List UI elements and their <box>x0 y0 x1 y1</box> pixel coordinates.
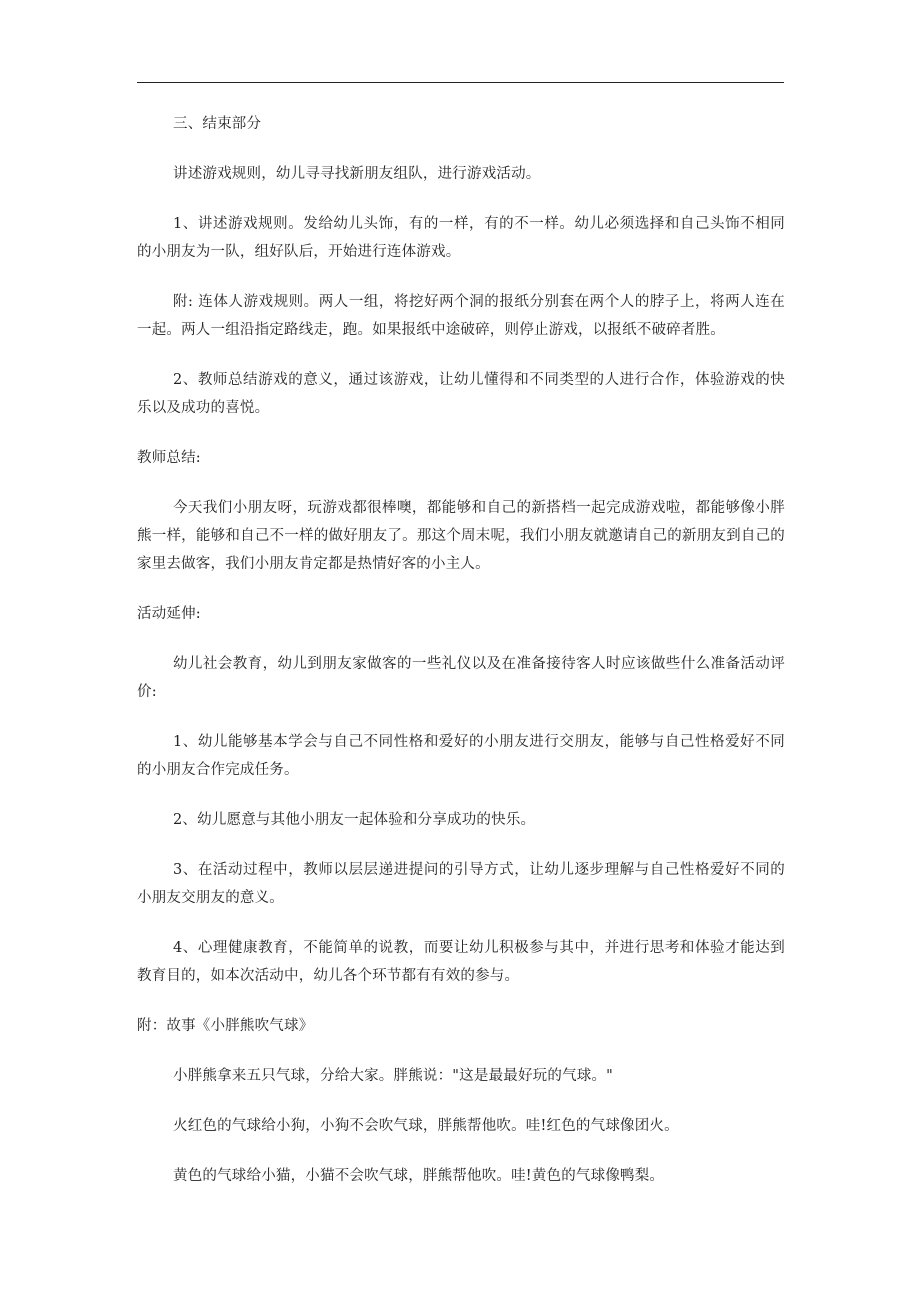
paragraph: 4、心理健康教育，不能简单的说教，而要让幼儿积极参与其中，并进行思考和体验才能达到教育目的，如本次活动中，幼儿各个环节都有有效的参与。 <box>137 940 785 984</box>
header-rule <box>137 82 784 83</box>
paragraph: 幼儿社会教育，幼儿到朋友家做客的一些礼仪以及在准备接待客人时应该做些什么准备活动评价: <box>137 656 785 700</box>
paragraph: 小胖熊拿来五只气球，分给大家。胖熊说："这是最最好玩的气球。" <box>173 1068 614 1084</box>
paragraph: 附: 连体人游戏规则。两人一组，将挖好两个洞的报纸分别套在两个人的脖子上，将两人连在一起。两人一组沿指定路线走，跑。如果报纸中途破碎，则停止游戏，以报纸不破碎者胜。 <box>137 294 785 338</box>
subheading: 附：故事《小胖熊吹气球》 <box>137 1018 314 1034</box>
paragraph: 黄色的气球给小猫，小猫不会吹气球，胖熊帮他吹。哇!黄色的气球像鸭梨。 <box>173 1168 665 1184</box>
section-heading: 三、结束部分 <box>173 116 262 132</box>
document-body <box>137 110 785 1212</box>
subheading: 活动延伸: <box>137 606 201 622</box>
paragraph: 讲述游戏规则，幼儿寻寻找新朋友组队，进行游戏活动。 <box>173 166 541 182</box>
paragraph: 火红色的气球给小狗，小狗不会吹气球，胖熊帮他吹。哇!红色的气球像团火。 <box>173 1118 679 1134</box>
paragraph: 1、讲述游戏规则。发给幼儿头饰，有的一样，有的不一样。幼儿必须选择和自己头饰不相同的小朋友为一队，组好队后，开始进行连体游戏。 <box>137 216 785 260</box>
paragraph: 1、幼儿能够基本学会与自己不同性格和爱好的小朋友进行交朋友，能够与自己性格爱好不同的小朋友合作完成任务。 <box>137 734 785 778</box>
paragraph: 3、在活动过程中，教师以层层递进提问的引导方式，让幼儿逐步理解与自己性格爱好不同的小朋友交朋友的意义。 <box>137 862 785 906</box>
paragraph: 2、幼儿愿意与其他小朋友一起体验和分享成功的快乐。 <box>173 812 536 828</box>
paragraph: 2、教师总结游戏的意义，通过该游戏，让幼儿懂得和不同类型的人进行合作，体验游戏的快乐以及成功的喜悦。 <box>137 372 785 416</box>
subheading: 教师总结: <box>137 450 201 466</box>
paragraph: 今天我们小朋友呀，玩游戏都很棒噢，都能够和自己的新搭档一起完成游戏啦，都能够像小胖熊一样，能够和自己不一样的做好朋友了。那这个周末呢，我们小朋友就邀请自己的新朋友到自己的家里去做客，我们小朋友肯定都是热情好客的小主人。 <box>137 500 785 572</box>
